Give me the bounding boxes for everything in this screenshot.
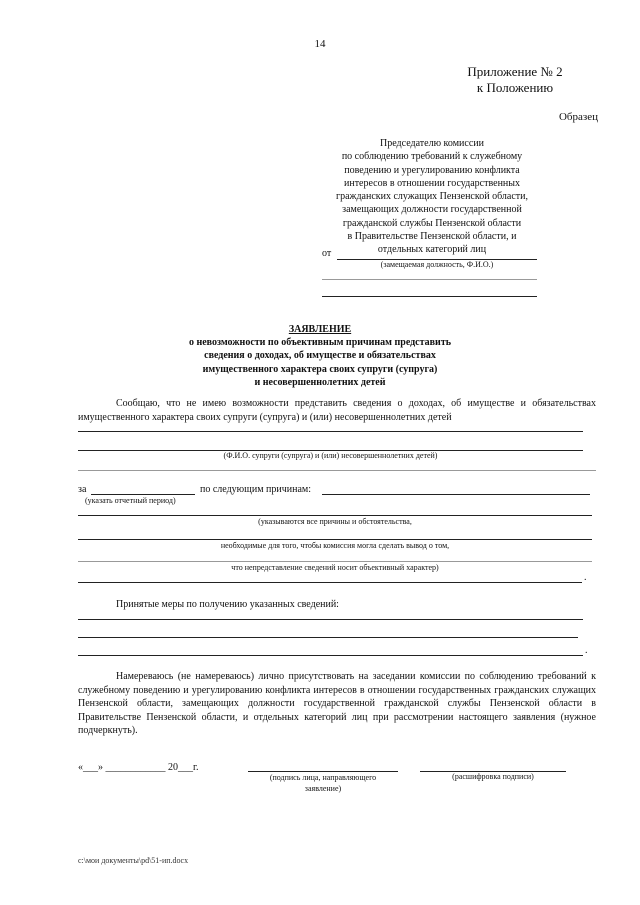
title-line: имущественного характера своих супруги (супруга): [202, 363, 438, 375]
signature-hint: [248, 772, 398, 794]
period-reasons-label: по следующим причинам:: [200, 484, 312, 495]
title-line: и несовершеннолетних детей: [254, 376, 386, 388]
signature-hint-line: (подпись лица, направляющего: [269, 773, 377, 782]
addressee-line: поведению и урегулированию конфликта: [344, 164, 520, 176]
reasons-field-5[interactable]: [78, 582, 582, 583]
period-za: за: [78, 484, 87, 495]
addressee-line: гражданских служащих Пензенской области,: [336, 191, 528, 203]
reasons-field-1[interactable]: [322, 494, 590, 495]
addressee-block: [318, 137, 546, 257]
appendix-line-1: Приложение № 2: [467, 64, 563, 79]
reasons-hint-1: (указываются все причины и обстоятельства,: [258, 517, 412, 526]
page-number: 14: [314, 38, 326, 50]
addressee-line: замещающих должности государственной: [342, 204, 522, 216]
statement-paragraph: Сообщаю, что не имею возможности представить сведения о доходах, об имуществе и обязательствах имущественного характера своих супруги (супруга) и (или) несовершеннолетних детей: [78, 398, 596, 423]
period-field[interactable]: [91, 494, 195, 495]
reasons-field-4[interactable]: [78, 561, 592, 562]
title-line: сведения о доходах, об имуществе и обязательствах: [204, 350, 436, 362]
from-label: от: [322, 248, 332, 259]
reasons-end-period: .: [584, 572, 587, 583]
measures-field-3[interactable]: [78, 655, 583, 656]
addressee-line: Председателю комиссии: [380, 138, 484, 149]
document-title: [150, 323, 490, 389]
from-extra-line-2[interactable]: [322, 296, 537, 297]
appendix-line-2: к Положению: [476, 80, 554, 95]
measures-field-1[interactable]: [78, 619, 583, 620]
from-hint: (замещаемая должность, Ф.И.О.): [380, 260, 494, 269]
reasons-hint-3: что непредставление сведений носит объективный характер): [231, 563, 439, 572]
reasons-hint-2: необходимые для того, чтобы комиссия могла сделать вывод о том,: [220, 541, 450, 550]
addressee-line: отдельных категорий лиц: [377, 244, 487, 256]
addressee-line: гражданской службы Пензенской области: [342, 217, 522, 229]
from-extra-line-1[interactable]: [322, 279, 537, 280]
addressee-line: в Правительстве Пензенской области, и: [347, 231, 517, 243]
addressee-line: по соблюдению требований к служебному: [341, 151, 523, 163]
attendance-paragraph: Намереваюсь (не намереваюсь) лично присутствовать на заседании комиссии по соблюдению требований к служебному поведению и урегулированию конфликта интересов в отношении государственных гражданских служащих Пензенской области, замещающих должности государственной гражданской службы Пензенской области в Правительстве Пензенской области, и отдельных категорий лиц при рассмотрении настоящего заявления (нужное подчеркнуть).: [78, 671, 596, 736]
sample-label: Образец: [558, 111, 598, 123]
title-line: о невозможности по объективным причинам представить: [188, 337, 452, 349]
measures-field-2[interactable]: [78, 637, 578, 638]
reasons-field-3[interactable]: [78, 539, 592, 540]
date-field[interactable]: «___» ____________ 20___г.: [78, 762, 199, 773]
measures-label: Принятые меры по получению указанных сведений:: [116, 599, 339, 610]
decoding-hint: (расшифровка подписи): [452, 772, 534, 781]
appendix-heading: [450, 64, 580, 96]
measures-end-period: .: [585, 645, 588, 656]
fio-hint: (Ф.И.О. супруги (супруга) и (или) несовершеннолетних детей): [223, 451, 438, 460]
reasons-field-2[interactable]: [78, 515, 592, 516]
period-hint: (указать отчетный период): [85, 496, 176, 505]
addressee-line: интересов в отношении государственных: [343, 177, 520, 189]
footer-file-path: c:\мои документы\pd\51-ип.docx: [78, 856, 189, 865]
fio-line-3[interactable]: [78, 470, 596, 471]
fio-line-1[interactable]: [78, 431, 583, 432]
title-heading: ЗАЯВЛЕНИЕ: [288, 324, 352, 335]
signature-hint-line: заявление): [304, 784, 342, 793]
